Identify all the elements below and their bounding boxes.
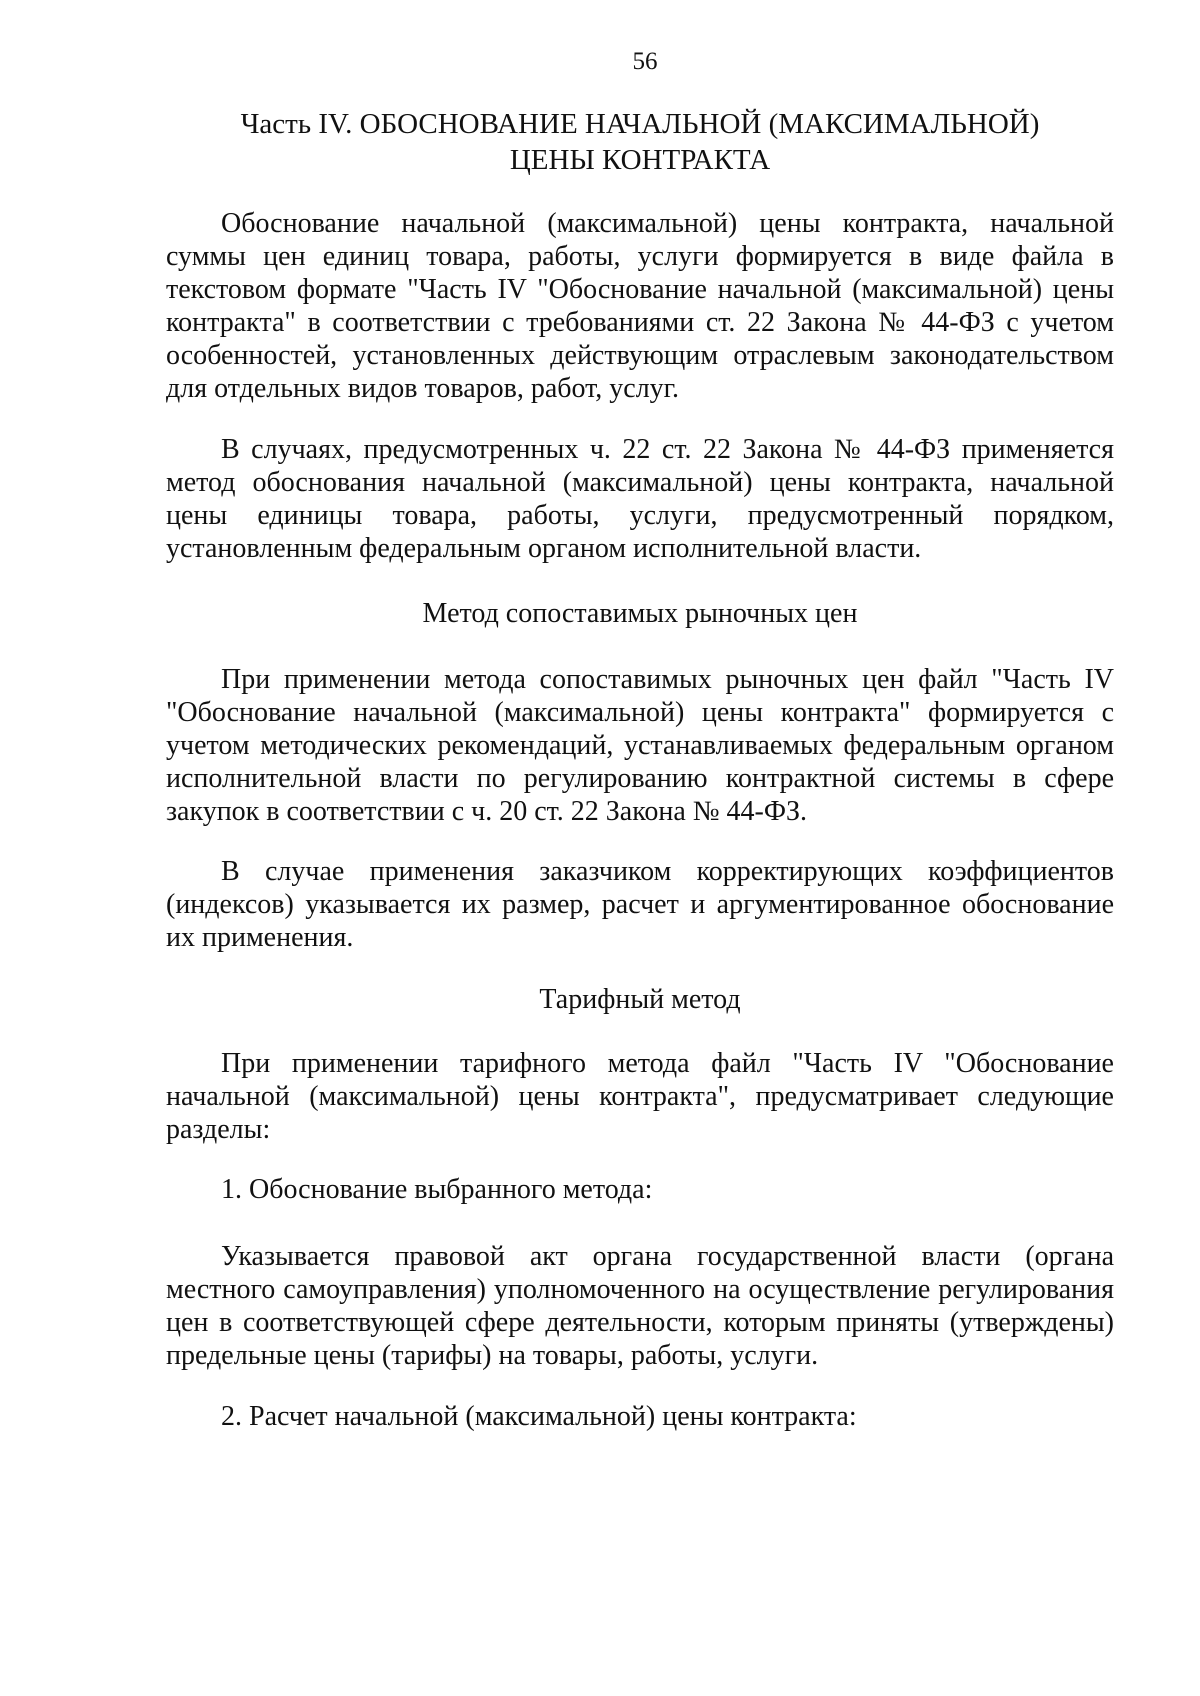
paragraph-cases-method: В случаях, предусмотренных ч. 22 ст. 22 Закона № 44-ФЗ применяется метод обоснования начальной (максимальной) цены контракта, начальной цены единицы товара, работы, услуги, предусмотренный порядком, установленным федеральным органом исполнительной власти. — [166, 434, 1114, 564]
paragraph-legal-act: Указывается правовой акт органа государственной власти (органа местного самоуправления) уполномоченного на осуществление регулирования цен в соответствующей сфере деятельности, которым приняты (утверждены) предельные цены (тарифы) на товары, работы, услуги. — [166, 1241, 1114, 1371]
paragraph-justification-intro: Обоснование начальной (максимальной) цены контракта, начальной суммы цен единиц товара, работы, услуги формируется в виде файла в текстовом формате "Часть IV "Обоснование начальной (максимальной) цены контракта" в соответствии с требованиями ст. 22 Закона № 44-ФЗ с учетом особенностей, установленных действующим отраслевым законодательством для отдельных видов товаров, работ, услуг. — [166, 208, 1114, 404]
paragraph-correction-coefficients: В случае применения заказчиком корректирующих коэффициентов (индексов) указывается их размер, расчет и аргументированное обоснование их применения. — [166, 856, 1114, 953]
heading-comparable-market-prices: Метод сопоставимых рыночных цен — [422, 598, 858, 629]
list-item-price-calculation: 2. Расчет начальной (максимальной) цены контракта: — [221, 1401, 857, 1432]
paragraph-tariff-method: При применении тарифного метода файл "Часть IV "Обоснование начальной (максимальной) цены контракта", предусматривает следующие разделы: — [166, 1048, 1114, 1145]
list-item-method-justification: 1. Обоснование выбранного метода: — [221, 1174, 653, 1205]
section-title-line-2: ЦЕНЫ КОНТРАКТА — [509, 144, 771, 176]
section-title-line-1: Часть IV. ОБОСНОВАНИЕ НАЧАЛЬНОЙ (МАКСИМАЛЬНОЙ) — [240, 108, 1040, 140]
heading-tariff-method: Тарифный метод — [539, 984, 741, 1015]
paragraph-market-prices-method: При применении метода сопоставимых рыночных цен файл "Часть IV "Обоснование начальной (максимальной) цены контракта" формируется с учетом методических рекомендаций, устанавливаемых федеральным органом исполнительной власти по регулированию контрактной системы в сфере закупок в соответствии с ч. 20 ст. 22 Закона № 44-ФЗ. — [166, 664, 1114, 827]
page-number: 56 — [632, 48, 658, 75]
section-title — [150, 106, 1130, 178]
